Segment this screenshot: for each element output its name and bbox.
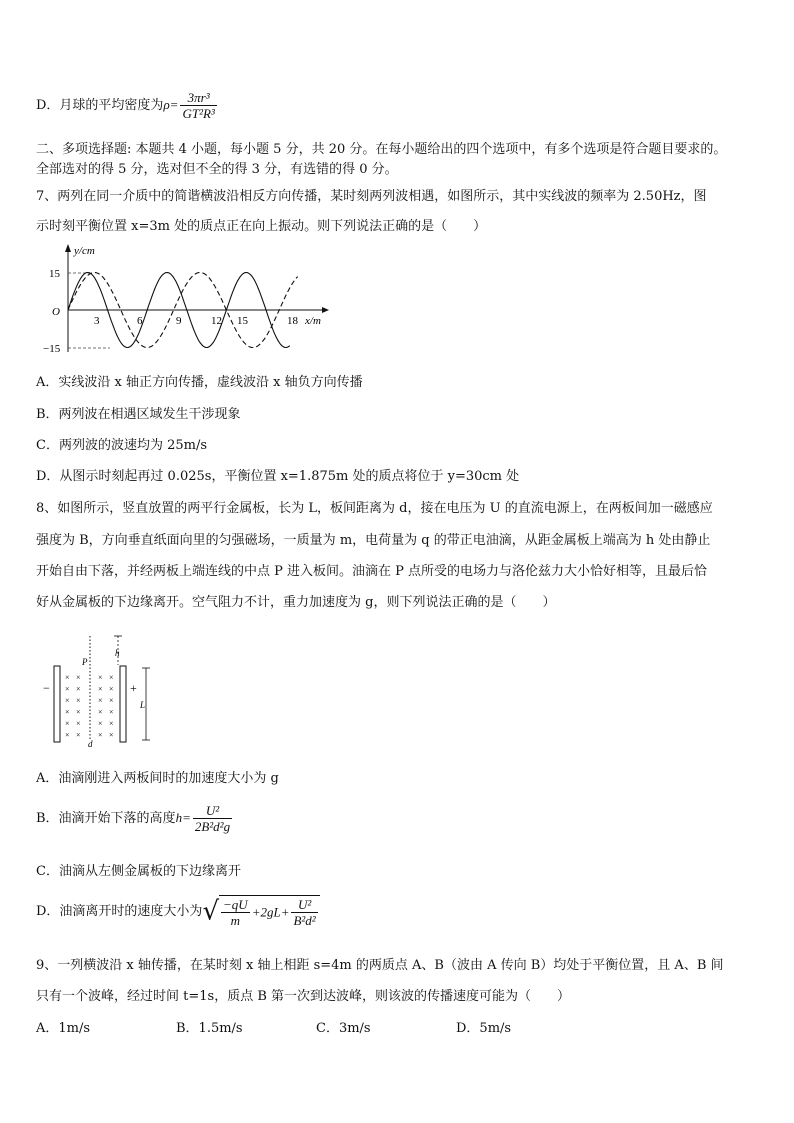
q7-xtick-12: 12: [211, 315, 222, 327]
field-cross-mark: ×: [65, 684, 70, 694]
q6-option-d-text: D．月球的平均密度为: [36, 98, 164, 113]
field-cross-mark: ×: [65, 707, 70, 717]
field-cross-mark: ×: [76, 696, 81, 705]
field-cross-mark: ×: [98, 673, 103, 682]
q8-stem-line2: 强度为 B，方向垂直纸面向里的匀强磁场，一质量为 m，电荷量为 q 的带正电油滴，从距金属板上端高为 h 处由静止: [36, 533, 711, 548]
q7-option-d: D．从图示时刻起再过 0.025s，平衡位置 x=1.875m 处的质点将位于 y=30cm 处: [36, 469, 520, 484]
q8-option-d-frac1-den: m: [230, 913, 241, 928]
q8-stem-line1: 8、如图所示，竖直放置的两平行金属板，长为 L，板间距离为 d，接在电压为 U 的直流电源上，在两板间加一磁感应: [36, 501, 713, 516]
q7-origin-label: O: [52, 306, 60, 318]
q8-option-d-frac1-num: −qU: [223, 897, 248, 912]
field-cross-mark: ×: [109, 673, 114, 682]
q8-stem-line3: 开始自由下落，并经两板上端连线的中点 P 进入板间。油滴在 P 点所受的电场力与洛伦兹力大小恰好相等，且最后恰: [36, 564, 708, 579]
field-cross-mark: ×: [98, 696, 103, 705]
q9-option-c: C．3m/s: [316, 1021, 371, 1036]
q8-option-b-fraction: [193, 803, 232, 834]
q7-xtick-18: 18: [287, 315, 298, 327]
q6-fraction-numerator: 3πr³: [180, 90, 216, 106]
section2-instructions-2: 全部选对的得 5 分，选对但不全的得 3 分，有选错的得 0 分。: [36, 162, 398, 177]
q8-option-b-denominator: 2B²d²g: [194, 819, 231, 834]
q7-x-axis-label: x/m: [305, 315, 321, 327]
q9-option-b: B．1.5m/s: [176, 1021, 243, 1036]
q8-option-b-lhs: h=: [175, 810, 191, 825]
q8-l-label: L: [140, 700, 146, 710]
q7-y-axis-label: y/cm: [74, 245, 95, 257]
q6-density-fraction: [180, 90, 216, 121]
q9-options: [36, 1021, 596, 1037]
q7-option-c: C．两列波的波速均为 25m/s: [36, 438, 207, 453]
q8-option-b: [36, 803, 234, 834]
q8-d-label: d: [88, 739, 93, 749]
field-cross-mark: ×: [76, 719, 81, 728]
q9-option-d: D．5m/s: [456, 1021, 512, 1036]
q8-sqrt-body: [219, 895, 320, 928]
section2-instructions-1: 二、多项选择题: 本题共 4 小题，每小题 5 分，共 20 分。在每小题给出的四个选项中，有多个选项是符合题目要求的。: [36, 142, 727, 157]
q7-stem-line1: 7、两列在同一介质中的简谐横波沿相反方向传播，某时刻两列波相遇，如图所示，其中实线波的频率为 2.50Hz，图: [36, 189, 707, 204]
q7-xtick-6: 6: [137, 315, 143, 327]
field-cross-mark: ×: [76, 684, 81, 694]
q7-ytick-15: 15: [49, 268, 60, 280]
field-cross-mark: ×: [65, 730, 70, 740]
field-cross-mark: ×: [65, 719, 70, 728]
q7-wave-chart: [40, 240, 340, 360]
q7-xtick-3: 3: [94, 315, 100, 327]
field-cross-mark: ×: [98, 719, 103, 728]
field-cross-mark: ×: [109, 696, 114, 705]
q8-option-d-frac2-den: B²d²: [293, 913, 316, 928]
q7-xtick-15: 15: [237, 315, 248, 327]
field-cross-mark: ×: [98, 730, 103, 740]
q8-sqrt-expression: [202, 895, 319, 928]
field-cross-mark: ×: [98, 684, 103, 694]
q8-option-d-text: D．油滴离开时的速度大小为: [36, 904, 203, 919]
q8-magnetic-field: [65, 673, 114, 740]
q6-rho: ρ=: [163, 97, 179, 112]
q8-p-label: P: [82, 657, 88, 667]
q8-option-d-frac2-num: U²: [291, 897, 317, 913]
q8-left-plate: [54, 666, 60, 742]
field-cross-mark: ×: [98, 707, 103, 717]
field-cross-mark: ×: [76, 673, 81, 682]
q8-right-plate: [120, 666, 126, 742]
q7-option-a: A．实线波沿 x 轴正方向传播，虚线波沿 x 轴负方向传播: [36, 375, 363, 390]
field-cross-mark: ×: [109, 730, 114, 740]
q7-y-axis-arrow: [65, 244, 71, 252]
q8-option-b-numerator: U²: [193, 803, 232, 819]
field-cross-mark: ×: [65, 696, 70, 705]
field-cross-mark: ×: [76, 707, 81, 717]
q8-minus-sign: −: [43, 681, 50, 695]
q9-option-a: A．1m/s: [36, 1021, 91, 1036]
q8-option-d-middle: +2gL+: [251, 904, 290, 920]
q8-plates-diagram: [40, 632, 170, 750]
q8-option-c: C．油滴从左侧金属板的下边缘离开: [36, 864, 241, 879]
field-cross-mark: ×: [109, 707, 114, 717]
q7-stem-line2: 示时刻平衡位置 x=3m 处的质点正在向上振动。则下列说法正确的是（ ）: [36, 219, 487, 234]
q9-stem-line2: 只有一个波峰，经过时间 t=1s，质点 B 第一次到达波峰，则该波的传播速度可能为（ ）: [36, 989, 571, 1004]
field-cross-mark: ×: [65, 673, 70, 682]
field-cross-mark: ×: [109, 719, 114, 728]
q7-option-b: B．两列波在相遇区域发生干涉现象: [36, 407, 241, 422]
q8-option-a: A．油滴刚进入两板间时的加速度大小为 g: [36, 771, 279, 786]
q7-x-axis-arrow: [322, 307, 329, 313]
field-cross-mark: ×: [76, 730, 81, 740]
q9-stem-line1: 9、一列横波沿 x 轴传播，在某时刻 x 轴上相距 s=4m 的两质点 A、B（波由 A 传向 B）均处于平衡位置，且 A、B 间: [36, 958, 724, 973]
q8-option-d: [36, 895, 320, 928]
field-cross-mark: ×: [109, 684, 114, 694]
q6-fraction-denominator: GT²R³: [182, 106, 215, 121]
q8-h-label: h: [115, 648, 120, 658]
q8-option-b-text: B．油滴开始下落的高度: [36, 811, 176, 826]
q8-stem-line4: 好从金属板的下边缘离开。空气阻力不计，重力加速度为 g，则下列说法正确的是（ ）: [36, 595, 556, 610]
q7-ytick-neg15: −15: [43, 343, 61, 355]
q7-xtick-9: 9: [176, 315, 182, 327]
q8-plus-sign: +: [130, 681, 137, 695]
q6-option-d: [36, 90, 219, 121]
q8-sqrt-sign: √: [202, 896, 220, 927]
